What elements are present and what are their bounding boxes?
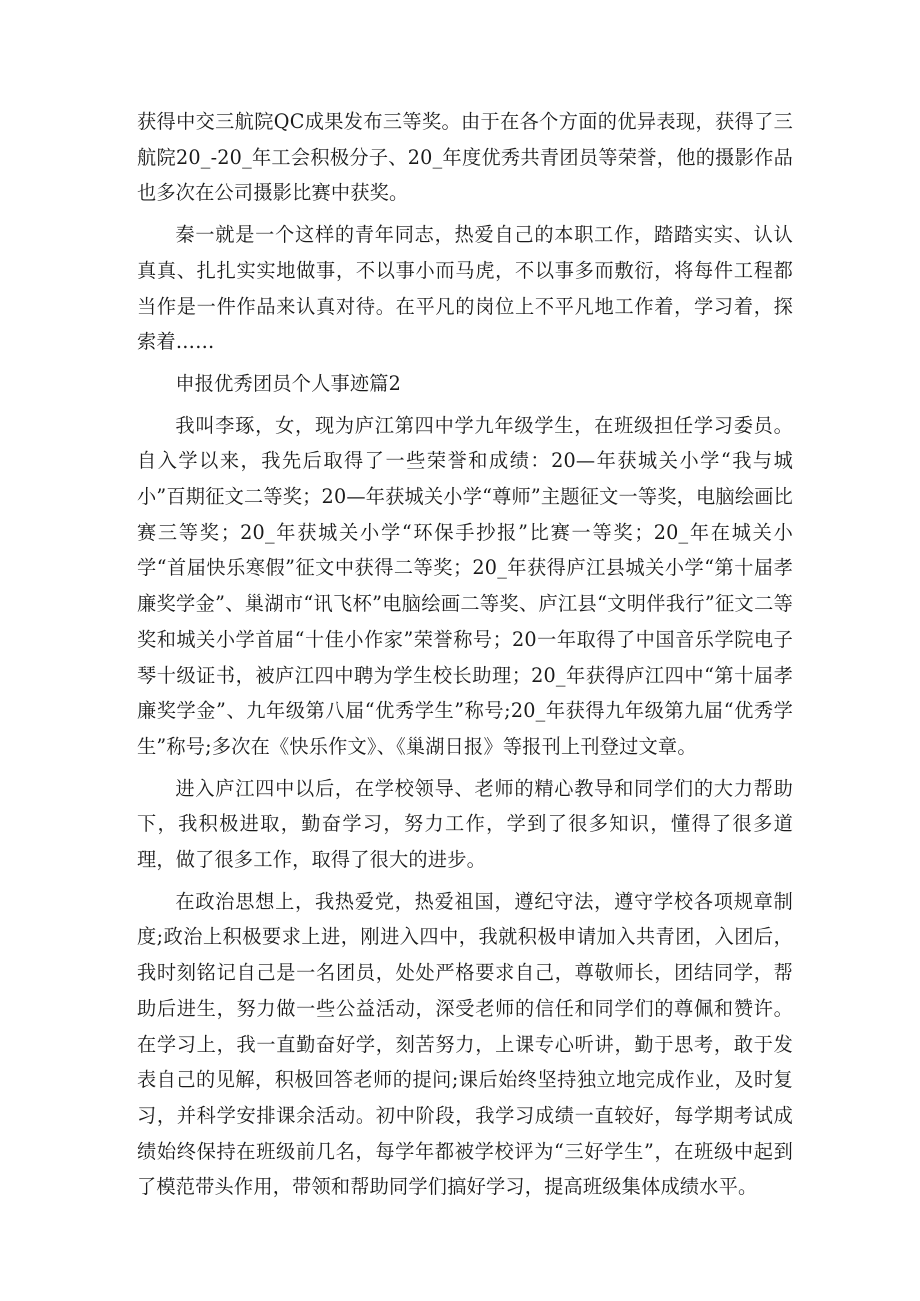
paragraph-li-zhuo-intro: 我叫李琢，女，现为庐江第四中学九年级学生，在班级担任学习委员。自入学以来，我先后取得了一些荣誉和成绩：20—年获城关小学“我与城小”百期征文二等奖；20—年获城关小学“尊师”主题征文一等奖，电脑绘画比赛三等奖；20_年获城关小学“环保手抄报”比赛一等奖；20_年在城关小学“首届快乐寒假”征文中获得二等奖；20_年获得庐江县城关小学“第十届孝廉奖学金”、巢湖市“讯飞杯”电脑绘画二等奖、庐江县“文明伴我行”征文二等奖和城关小学首届“十佳小作家”荣誉称号；20一年取得了中国音乐学院电子琴十级证书，被庐江四中聘为学生校长助理；20_年获得庐江四中“第十届孝廉奖学金”、九年级第八届“优秀学生”称号;20_年获得九年级第九届“优秀学生”称号;多次在《快乐作文》、《巢湖日报》等报刊上刊登过文章。: [137, 413, 793, 758]
section-heading: 申报优秀团员个人事迹篇2: [175, 371, 402, 395]
paragraph-politics-study: 在政治思想上，我热爱党，热爱祖国，遵纪守法，遵守学校各项规章制度;政治上积极要求上进，刚进入四中，我就积极申请加入共青团，入团后，我时刻铭记自己是一名团员，处处严格要求自己，尊敬师长，团结同学，帮助后进生，努力做一些公益活动，深受老师的信任和同学们的尊佩和赞许。在学习上，我一直勤奋好学，刻苦努力，上课专心听讲，勤于思考，敢于发表自己的见解，积极回答老师的提问;课后始终坚持独立地完成作业，及时复习，并科学安排课余活动。初中阶段，我学习成绩一直较好，每学期考试成绩始终保持在班级前几名，每学年都被学校评为“三好学生”，在班级中起到了模范带头作用，带领和帮助同学们搞好学习，提高班级集体成绩水平。: [137, 889, 793, 1199]
paragraph-progress: 进入庐江四中以后，在学校领导、老师的精心教导和同学们的大力帮助下，我积极进取，勤奋学习，努力工作，学到了很多知识，懂得了很多道理，做了很多工作，取得了很大的进步。: [137, 776, 793, 872]
document-page: [137, 104, 793, 1205]
paragraph-award-summary: 获得中交三航院QC成果发布三等奖。由于在各个方面的优异表现，获得了三航院20_-20_年工会积极分子、20_年度优秀共青团员等荣誉，他的摄影作品也多次在公司摄影比赛中获奖。: [137, 110, 793, 205]
paragraph-qin-yi: 秦一就是一个这样的青年同志，热爱自己的本职工作，踏踏实实、认认真真、扎扎实实地做事，不以事小而马虎，不以事多而敷衍，将每件工程都当作是一件作品来认真对待。在平凡的岗位上不平凡地工作着，学习着，探索着……: [137, 223, 793, 354]
